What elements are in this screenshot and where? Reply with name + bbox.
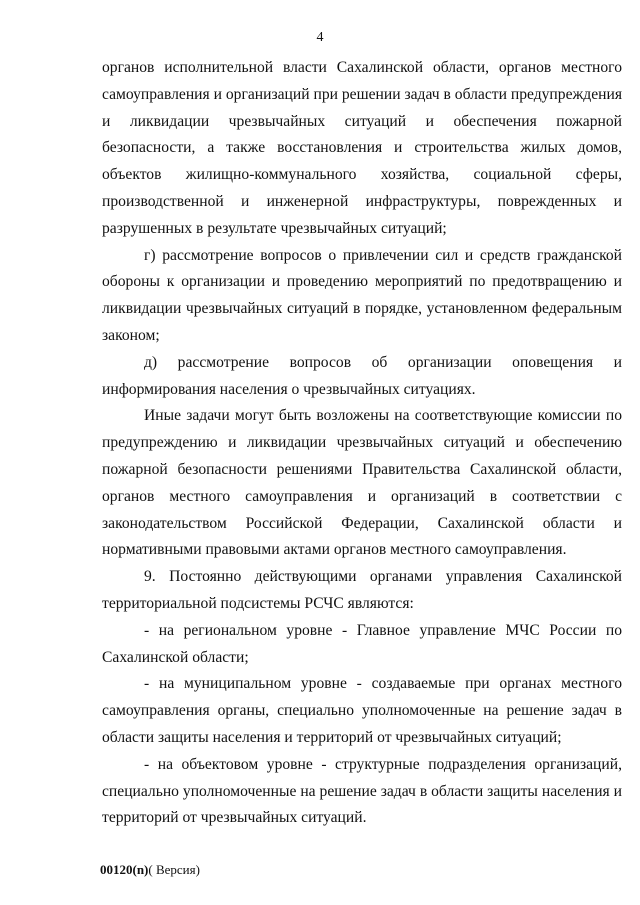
paragraph-item-g: г) рассмотрение вопросов о привлечении сил и средств гражданской обороны к организации и проведению мероприятий по предотвращению и ликвидации чрезвычайных ситуаций в порядке, установленном федеральным законом; — [102, 246, 622, 344]
paragraph-continuation: органов исполнительной власти Сахалинской области, органов местного самоуправления и организаций при решении задач в области предупреждения и ликвидации чрезвычайных ситуаций и обеспечения пожарной безопасности, а также восстановления и строительства жилых домов, объектов жилищно-коммунального хозяйства, социальной сферы, производственной и инженерной инфраструктуры, поврежденных и разрушенных в результате чрезвычайных ситуаций; — [102, 59, 622, 237]
page-number: 4 — [316, 30, 324, 45]
footer-version: ( Версия) — [148, 862, 200, 877]
document-footer — [100, 862, 200, 878]
paragraph-clause-9: 9. Постоянно действующими органами управления Сахалинской территориальной подсистемы РСЧС являются: — [102, 568, 622, 612]
paragraph-item-d: д) рассмотрение вопросов об организации оповещения и информирования населения о чрезвычайных ситуациях. — [102, 353, 622, 398]
paragraph-regional-level: - на региональном уровне - Главное управление МЧС России по Сахалинской области; — [102, 621, 622, 666]
paragraph-municipal-level: - на муниципальном уровне - создаваемые при органах местного самоуправления органы, специально уполномоченные на решение задач в области защиты населения и территорий от чрезвычайных ситуаций; — [102, 675, 622, 746]
paragraph-object-level: - на объектовом уровне - структурные подразделения организаций, специально уполномоченные на решение задач в области защиты населения и территорий от чрезвычайных ситуаций. — [102, 755, 622, 827]
document-body — [102, 55, 622, 832]
paragraph-other-tasks: Иные задачи могут быть возложены на соответствующие комиссии по предупреждению и ликвидации чрезвычайных ситуаций и обеспечению пожарной безопасности решениями Правительства Сахалинской области, органов местного самоуправления и организаций в соответствии с законодательством Российской Федерации, Сахалинской области и нормативными правовыми актами органов местного самоуправления. — [102, 407, 622, 559]
footer-code: 00120(n) — [100, 862, 149, 877]
